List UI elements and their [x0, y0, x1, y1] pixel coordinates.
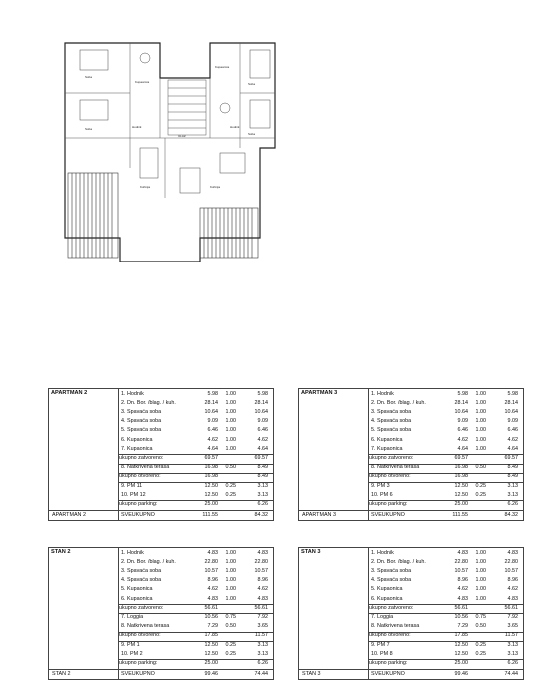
net-area: 9.09	[507, 418, 518, 425]
coefficient: 0.25	[225, 482, 236, 489]
subtotal-label: ukupno otvoreno:	[119, 473, 161, 480]
table-row	[49, 613, 273, 622]
room-name: 2. Dn. Bor. /blag. / kuh.	[121, 558, 176, 565]
gross-area: 17.85	[204, 632, 218, 639]
coefficient: 1.00	[225, 427, 236, 434]
table-row	[299, 390, 523, 399]
coefficient: 1.00	[225, 399, 236, 406]
gross-area: 10.57	[204, 567, 218, 574]
room-name: 2. Dn. Bor. /blag. / kuh.	[371, 558, 426, 565]
coefficient: 0.50	[225, 464, 236, 471]
room-name: 7. Loggia	[121, 613, 144, 620]
coefficient: 1.00	[225, 549, 236, 556]
table-row	[299, 549, 523, 558]
net-area: 4.62	[257, 586, 268, 593]
table-row	[49, 436, 273, 445]
coefficient: 1.00	[475, 427, 486, 434]
gross-area: 12.50	[454, 641, 468, 648]
gross-area: 4.64	[207, 445, 218, 452]
room-name: 6. Kupaonica	[121, 595, 153, 602]
coefficient: 1.00	[475, 399, 486, 406]
gross-area: 7.29	[457, 623, 468, 630]
room-name: 2. Dn. Bor. /blag. / kuh.	[121, 399, 176, 406]
gross-area: 4.62	[457, 436, 468, 443]
coefficient: 0.25	[475, 491, 486, 498]
room-name: 3. Spavaća soba	[121, 408, 162, 415]
net-area: 8.49	[257, 473, 268, 480]
column-divider	[118, 389, 119, 520]
total-row	[299, 669, 523, 680]
subtotal-row	[299, 500, 523, 509]
gross-area: 25.00	[204, 659, 218, 666]
area-table-apartman-3	[298, 388, 524, 521]
net-area: 3.13	[507, 491, 518, 498]
coefficient: 1.00	[475, 549, 486, 556]
net-area: 28.14	[254, 399, 268, 406]
gross-area: 10.57	[454, 567, 468, 574]
column-divider	[368, 548, 369, 679]
total-label: SVEUKUPNO	[121, 670, 155, 677]
room-name: 9. PM 1	[121, 641, 140, 648]
gross-area: 12.50	[204, 641, 218, 648]
total-label: SVEUKUPNO	[371, 511, 405, 518]
subtotal-row	[49, 604, 273, 613]
area-table-apartman-2	[48, 388, 274, 521]
room-name: 7. Loggia	[371, 613, 394, 620]
gross-area: 16.98	[204, 464, 218, 471]
subtotal-row	[299, 632, 523, 641]
area-table-stan-3	[298, 547, 524, 680]
gross-area: 12.50	[454, 482, 468, 489]
total-gross-area: 99.46	[454, 670, 468, 677]
net-area: 22.80	[254, 558, 268, 565]
gross-area: 9.09	[457, 418, 468, 425]
room-label: Kuhinja	[140, 185, 151, 189]
table-row	[299, 445, 523, 454]
coefficient: 1.00	[225, 577, 236, 584]
table-row	[299, 595, 523, 604]
table-row	[299, 558, 523, 567]
room-name: 3. Spavaća soba	[121, 567, 162, 574]
coefficient: 1.00	[225, 445, 236, 452]
room-name: 7. Kupaonica	[121, 445, 153, 452]
room-name: 8. Natkrivena terasa	[371, 464, 420, 471]
table-row	[299, 464, 523, 473]
subtotal-row	[299, 659, 523, 668]
total-gross-area: 99.46	[204, 670, 218, 677]
gross-area: 22.80	[204, 558, 218, 565]
table-row	[49, 408, 273, 417]
subtotal-label: ukupno parking:	[369, 500, 408, 507]
table-row	[49, 491, 273, 500]
room-name: 6. Kupaonica	[371, 595, 403, 602]
gross-area: 10.64	[454, 408, 468, 415]
net-area: 10.57	[504, 567, 518, 574]
table-row	[299, 586, 523, 595]
floor-plan-drawing	[60, 38, 280, 262]
table-row	[49, 567, 273, 576]
gross-area: 10.56	[204, 613, 218, 620]
net-area: 28.14	[504, 399, 518, 406]
net-area: 4.83	[257, 595, 268, 602]
subtotal-label: ukupno otvoreno:	[369, 632, 411, 639]
subtotal-row	[49, 473, 273, 482]
table-title: STAN 2	[51, 549, 71, 555]
room-name: 1. Hodnik	[121, 549, 144, 556]
column-divider	[118, 548, 119, 679]
table-row	[299, 408, 523, 417]
table-row	[49, 577, 273, 586]
room-name: 6. Kupaonica	[371, 436, 403, 443]
table-row	[299, 623, 523, 632]
subtotal-label: ukupno otvoreno:	[369, 473, 411, 480]
net-area: 8.49	[507, 464, 518, 471]
net-area: 6.26	[507, 659, 518, 666]
coefficient: 0.50	[475, 623, 486, 630]
subtotal-label: ukupno zatvoreno:	[369, 454, 414, 461]
gross-area: 16.98	[204, 473, 218, 480]
room-name: 1. Hodnik	[371, 390, 394, 397]
room-name: 1. Hodnik	[371, 549, 394, 556]
table-row	[299, 641, 523, 650]
coefficient: 0.25	[475, 641, 486, 648]
net-area: 56.61	[504, 604, 518, 611]
coefficient: 0.75	[475, 613, 486, 620]
room-label: Kupaonica	[215, 65, 230, 69]
net-area: 3.13	[257, 482, 268, 489]
room-name: 8. Natkrivena terasa	[371, 623, 420, 630]
gross-area: 69.57	[204, 454, 218, 461]
gross-area: 17.85	[454, 632, 468, 639]
net-area: 56.61	[254, 604, 268, 611]
total-gross-area: 111.55	[452, 511, 468, 518]
net-area: 3.13	[507, 482, 518, 489]
net-area: 69.57	[254, 454, 268, 461]
net-area: 10.64	[504, 408, 518, 415]
net-area: 8.96	[507, 577, 518, 584]
gross-area: 6.46	[457, 427, 468, 434]
room-label: Hodnik	[132, 125, 142, 129]
gross-area: 4.83	[207, 595, 218, 602]
room-label: Kuhinja	[210, 185, 221, 189]
room-name: 9. PM 3	[371, 482, 390, 489]
subtotal-row	[49, 659, 273, 668]
coefficient: 1.00	[475, 390, 486, 397]
net-area: 10.57	[254, 567, 268, 574]
gross-area: 9.09	[207, 418, 218, 425]
table-row	[299, 436, 523, 445]
gross-area: 56.61	[454, 604, 468, 611]
table-row	[299, 613, 523, 622]
room-name: 8. Natkrivena terasa	[121, 464, 170, 471]
table-row	[49, 595, 273, 604]
table-title: APARTMAN 3	[301, 390, 338, 396]
net-area: 4.62	[507, 586, 518, 593]
net-area: 5.98	[507, 390, 518, 397]
net-area: 4.62	[257, 436, 268, 443]
table-row	[49, 558, 273, 567]
net-area: 4.64	[257, 445, 268, 452]
room-name: 4. Spavaća soba	[121, 577, 162, 584]
coefficient: 1.00	[475, 418, 486, 425]
total-gross-area: 111.55	[202, 511, 218, 518]
net-area: 6.26	[257, 500, 268, 507]
total-row	[49, 510, 273, 521]
net-area: 5.98	[257, 390, 268, 397]
room-name: 10. PM 6	[371, 491, 393, 498]
net-area: 6.26	[507, 500, 518, 507]
gross-area: 4.83	[457, 549, 468, 556]
gross-area: 16.98	[454, 464, 468, 471]
net-area: 22.80	[504, 558, 518, 565]
coefficient: 0.25	[225, 650, 236, 657]
room-name: 3. Spavaća soba	[371, 408, 412, 415]
coefficient: 1.00	[475, 408, 486, 415]
table-row	[49, 482, 273, 491]
coefficient: 0.50	[475, 464, 486, 471]
room-name: 5. Spavaća soba	[371, 427, 412, 434]
gross-area: 8.96	[207, 577, 218, 584]
gross-area: 10.56	[454, 613, 468, 620]
room-name: 2. Dn. Bor. /blag. / kuh.	[371, 399, 426, 406]
subtotal-row	[49, 454, 273, 463]
table-row	[299, 482, 523, 491]
unit-name: STAN 3	[302, 670, 321, 677]
subtotal-label: ukupno parking:	[369, 659, 408, 666]
stair-label: ULAZ	[178, 134, 186, 138]
table-title: STAN 3	[301, 549, 321, 555]
room-name: 10. PM 12	[121, 491, 146, 498]
net-area: 4.83	[507, 595, 518, 602]
subtotal-row	[299, 454, 523, 463]
gross-area: 4.62	[457, 586, 468, 593]
gross-area: 22.80	[454, 558, 468, 565]
net-area: 4.62	[507, 436, 518, 443]
gross-area: 25.00	[454, 659, 468, 666]
table-row	[49, 445, 273, 454]
room-name: 10. PM 2	[121, 650, 143, 657]
net-area: 11.57	[504, 632, 518, 639]
room-name: 8. Natkrivena terasa	[121, 623, 170, 630]
subtotal-label: ukupno zatvoreno:	[119, 604, 164, 611]
gross-area: 5.98	[457, 390, 468, 397]
table-row	[49, 464, 273, 473]
table-row	[49, 427, 273, 436]
gross-area: 56.61	[204, 604, 218, 611]
total-net-area: 84.32	[504, 511, 518, 518]
coefficient: 1.00	[475, 567, 486, 574]
gross-area: 69.57	[454, 454, 468, 461]
gross-area: 4.64	[457, 445, 468, 452]
room-label: Soba	[85, 127, 93, 131]
coefficient: 1.00	[225, 567, 236, 574]
net-area: 69.57	[504, 454, 518, 461]
gross-area: 12.50	[204, 491, 218, 498]
gross-area: 8.96	[457, 577, 468, 584]
table-row	[299, 427, 523, 436]
subtotal-label: ukupno parking:	[119, 500, 158, 507]
subtotal-label: ukupno parking:	[119, 659, 158, 666]
gross-area: 16.98	[454, 473, 468, 480]
gross-area: 7.29	[207, 623, 218, 630]
net-area: 8.49	[257, 464, 268, 471]
net-area: 8.96	[257, 577, 268, 584]
gross-area: 4.83	[457, 595, 468, 602]
gross-area: 25.00	[204, 500, 218, 507]
subtotal-label: ukupno zatvoreno:	[119, 454, 164, 461]
subtotal-label: ukupno otvoreno:	[119, 632, 161, 639]
table-row	[299, 577, 523, 586]
subtotal-row	[299, 473, 523, 482]
subtotal-row	[49, 632, 273, 641]
coefficient: 1.00	[225, 408, 236, 415]
room-name: 6. Kupaonica	[121, 436, 153, 443]
room-name: 10. PM 8	[371, 650, 393, 657]
net-area: 4.83	[257, 549, 268, 556]
net-area: 7.92	[257, 613, 268, 620]
net-area: 3.13	[257, 641, 268, 648]
gross-area: 4.62	[207, 436, 218, 443]
coefficient: 1.00	[475, 586, 486, 593]
subtotal-row	[299, 604, 523, 613]
gross-area: 6.46	[207, 427, 218, 434]
coefficient: 0.25	[225, 641, 236, 648]
net-area: 3.13	[257, 650, 268, 657]
coefficient: 0.25	[225, 491, 236, 498]
net-area: 7.92	[507, 613, 518, 620]
table-row	[49, 549, 273, 558]
total-label: SVEUKUPNO	[371, 670, 405, 677]
net-area: 6.26	[257, 659, 268, 666]
coefficient: 0.75	[225, 613, 236, 620]
net-area: 3.65	[257, 623, 268, 630]
total-row	[49, 669, 273, 680]
total-net-area: 74.44	[254, 670, 268, 677]
net-area: 4.83	[507, 549, 518, 556]
room-name: 4. Spavaća soba	[121, 418, 162, 425]
coefficient: 1.00	[475, 558, 486, 565]
coefficient: 1.00	[225, 436, 236, 443]
table-row	[49, 586, 273, 595]
subtotal-row	[49, 500, 273, 509]
room-name: 5. Kupaonica	[121, 586, 153, 593]
room-name: 4. Spavaća soba	[371, 418, 412, 425]
coefficient: 1.00	[475, 595, 486, 602]
table-row	[49, 390, 273, 399]
table-row	[49, 623, 273, 632]
unit-name: STAN 2	[52, 670, 71, 677]
table-row	[49, 641, 273, 650]
room-label: Soba	[85, 75, 93, 79]
gross-area: 12.50	[204, 482, 218, 489]
table-row	[49, 650, 273, 659]
coefficient: 1.00	[475, 436, 486, 443]
subtotal-label: ukupno zatvoreno:	[369, 604, 414, 611]
net-area: 4.64	[507, 445, 518, 452]
coefficient: 1.00	[475, 445, 486, 452]
net-area: 9.09	[257, 418, 268, 425]
gross-area: 12.50	[454, 650, 468, 657]
coefficient: 1.00	[225, 586, 236, 593]
gross-area: 4.83	[207, 549, 218, 556]
room-name: 9. PM 7	[371, 641, 390, 648]
room-label: Kupaonica	[135, 80, 150, 84]
net-area: 8.49	[507, 473, 518, 480]
gross-area: 12.50	[454, 491, 468, 498]
room-name: 5. Spavaća soba	[121, 427, 162, 434]
net-area: 3.13	[507, 650, 518, 657]
net-area: 6.46	[257, 427, 268, 434]
coefficient: 1.00	[225, 418, 236, 425]
gross-area: 25.00	[454, 500, 468, 507]
table-row	[299, 567, 523, 576]
table-row	[299, 418, 523, 427]
gross-area: 5.98	[207, 390, 218, 397]
net-area: 3.13	[257, 491, 268, 498]
gross-area: 10.64	[204, 408, 218, 415]
room-name: 4. Spavaća soba	[371, 577, 412, 584]
coefficient: 1.00	[475, 577, 486, 584]
table-row	[299, 491, 523, 500]
room-label: Soba	[248, 82, 256, 86]
coefficient: 1.00	[225, 390, 236, 397]
table-row	[299, 399, 523, 408]
unit-name: APARTMAN 2	[52, 511, 86, 518]
total-net-area: 84.32	[254, 511, 268, 518]
total-label: SVEUKUPNO	[121, 511, 155, 518]
room-name: 7. Kupaonica	[371, 445, 403, 452]
room-label: Soba	[248, 132, 256, 136]
table-row	[299, 650, 523, 659]
net-area: 11.57	[254, 632, 268, 639]
gross-area: 12.50	[204, 650, 218, 657]
table-row	[49, 399, 273, 408]
coefficient: 1.00	[225, 558, 236, 565]
room-label: Hodnik	[230, 125, 240, 129]
room-name: 9. PM 11	[121, 482, 143, 489]
column-divider	[368, 389, 369, 520]
gross-area: 28.14	[454, 399, 468, 406]
total-net-area: 74.44	[504, 670, 518, 677]
room-name: 1. Hodnik	[121, 390, 144, 397]
coefficient: 0.25	[475, 650, 486, 657]
room-name: 5. Kupaonica	[371, 586, 403, 593]
coefficient: 1.00	[225, 595, 236, 602]
net-area: 3.13	[507, 641, 518, 648]
net-area: 6.46	[507, 427, 518, 434]
coefficient: 0.25	[475, 482, 486, 489]
gross-area: 4.62	[207, 586, 218, 593]
unit-name: APARTMAN 3	[302, 511, 336, 518]
table-row	[49, 418, 273, 427]
gross-area: 28.14	[204, 399, 218, 406]
room-name: 3. Spavaća soba	[371, 567, 412, 574]
area-table-stan-2	[48, 547, 274, 680]
table-title: APARTMAN 2	[51, 390, 88, 396]
net-area: 10.64	[254, 408, 268, 415]
coefficient: 0.50	[225, 623, 236, 630]
net-area: 3.65	[507, 623, 518, 630]
total-row	[299, 510, 523, 521]
